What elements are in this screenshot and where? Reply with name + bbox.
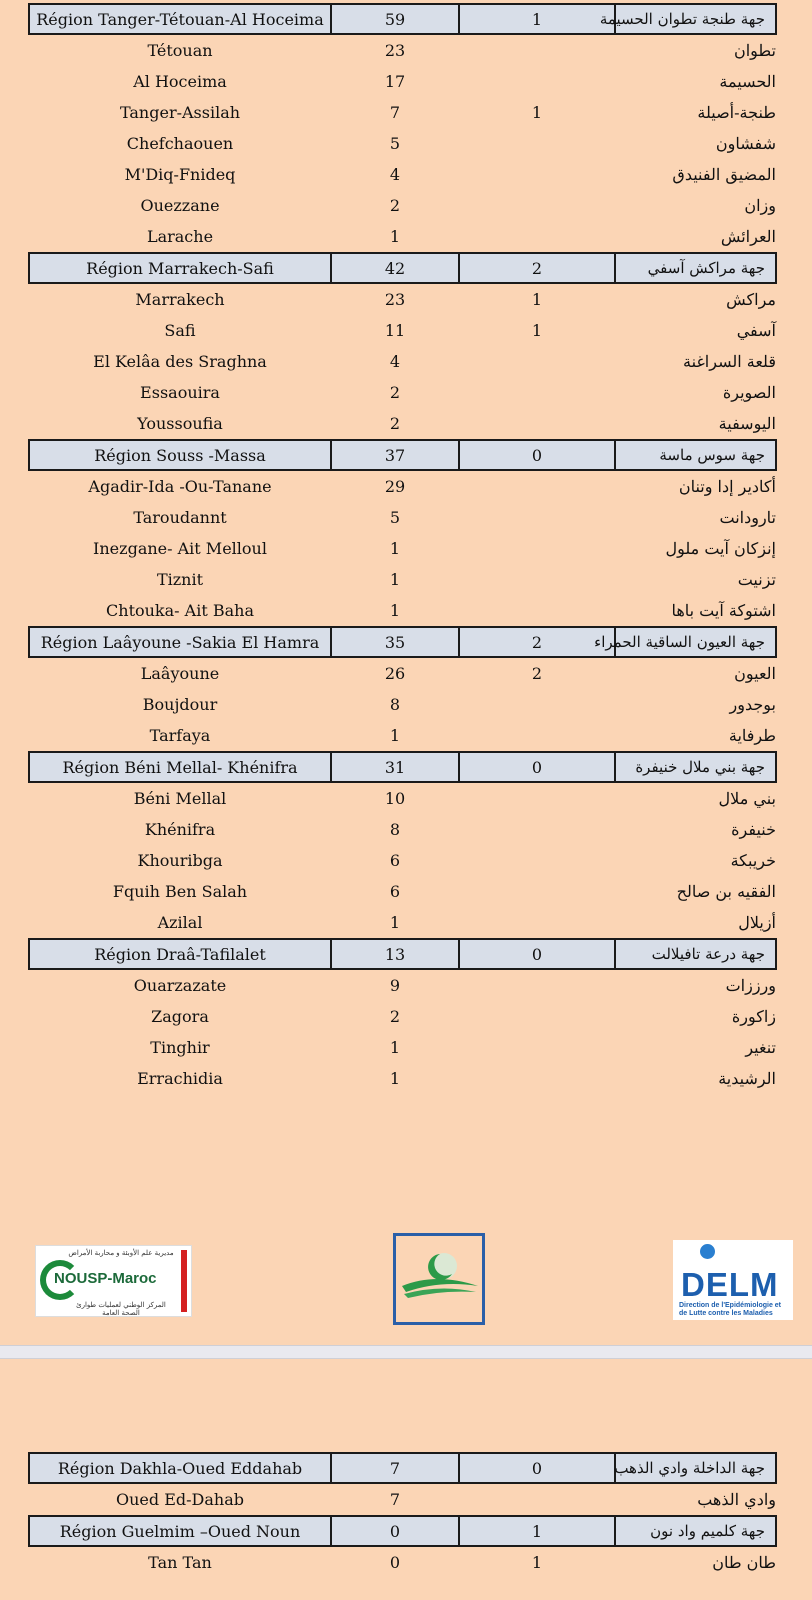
city-row xyxy=(29,470,776,502)
city-row xyxy=(29,221,776,253)
cases-cell: 59 xyxy=(331,4,459,34)
person-dot-icon xyxy=(700,1244,715,1259)
cases-cell: 9 xyxy=(389,976,401,995)
cases-cell: 8 xyxy=(389,820,401,839)
crescent-emblem-icon xyxy=(396,1236,482,1322)
name-fr-cell: Azilal xyxy=(157,913,203,932)
deaths-cell xyxy=(459,66,615,97)
region-row xyxy=(29,1516,776,1546)
name-fr-cell: El Kelâa des Sraghna xyxy=(93,352,267,371)
cases-cell: 35 xyxy=(331,627,459,657)
name-fr-cell: Laâyoune xyxy=(140,664,220,683)
name-fr-cell: Oued Ed-Dahab xyxy=(116,1490,244,1509)
city-row xyxy=(29,502,776,533)
name-ar-cell: ورززات xyxy=(725,976,776,995)
nousp-arabic-bottom: المركز الوطني لعمليات طوارئ الصحة العامة xyxy=(76,1301,166,1317)
deaths-cell xyxy=(459,595,615,627)
name-fr-cell: Khénifra xyxy=(144,820,216,839)
name-ar-cell: الصويرة xyxy=(722,383,776,402)
name-fr-cell: Tarfaya xyxy=(149,726,211,745)
cases-cell: 26 xyxy=(384,664,406,683)
cases-cell: 11 xyxy=(384,321,406,340)
cases-cell: 1 xyxy=(389,1038,401,1057)
deaths-cell: 1 xyxy=(531,290,543,309)
city-row xyxy=(29,876,776,907)
city-row xyxy=(29,283,776,315)
cases-cell: 1 xyxy=(389,1069,401,1088)
name-fr-cell: Marrakech xyxy=(135,290,225,309)
name-ar-cell: مراكش xyxy=(726,290,776,309)
deaths-cell: 2 xyxy=(531,664,543,683)
deaths-cell xyxy=(459,502,615,533)
cases-cell: 23 xyxy=(384,41,406,60)
name-ar-cell: بني ملال xyxy=(718,789,776,808)
cases-cell: 6 xyxy=(389,882,401,901)
nousp-maroc-logo xyxy=(35,1245,192,1317)
name-ar-cell: تزنيت xyxy=(737,570,776,589)
deaths-cell: 1 xyxy=(531,1553,543,1572)
cases-cell: 31 xyxy=(331,752,459,782)
city-row xyxy=(29,782,776,814)
cases-cell: 23 xyxy=(384,290,406,309)
name-ar-cell: جهة مراكش آسفي xyxy=(615,253,776,283)
name-fr-cell: Tanger-Assilah xyxy=(119,103,241,122)
deaths-cell xyxy=(459,34,615,66)
name-fr-cell: Boujdour xyxy=(142,695,218,714)
name-fr-cell: Youssoufia xyxy=(137,414,223,433)
name-ar-cell: جهة طنجة تطوان الحسيمة xyxy=(615,4,776,34)
name-ar-cell: وزان xyxy=(744,196,776,215)
name-ar-cell: الحسيمة xyxy=(719,72,776,91)
name-ar-cell: الفقيه بن صالح xyxy=(676,882,776,901)
name-fr-cell: Région Dakhla-Oued Eddahab xyxy=(29,1453,331,1483)
deaths-cell xyxy=(459,470,615,502)
name-ar-cell: طنجة-أصيلة xyxy=(697,103,776,122)
cases-cell: 1 xyxy=(389,227,401,246)
cases-cell: 1 xyxy=(389,539,401,558)
city-row xyxy=(29,97,776,128)
city-row xyxy=(29,533,776,564)
name-fr-cell: Tétouan xyxy=(147,41,213,60)
region-row xyxy=(29,752,776,782)
name-fr-cell: Chefchaouen xyxy=(126,134,234,153)
city-row xyxy=(29,190,776,221)
name-ar-cell: طرفاية xyxy=(728,726,776,745)
name-fr-cell: Safi xyxy=(164,321,196,340)
deaths-cell: 0 xyxy=(459,939,615,969)
city-row xyxy=(29,66,776,97)
city-row xyxy=(29,969,776,1001)
city-row xyxy=(29,907,776,939)
delm-logo-name: DELM xyxy=(681,1266,779,1303)
name-fr-cell: Fquih Ben Salah xyxy=(112,882,248,901)
name-fr-cell: Agadir-Ida -Ou-Tanane xyxy=(88,477,272,496)
name-ar-cell: العيون xyxy=(734,664,776,683)
cases-cell: 2 xyxy=(389,196,401,215)
cases-cell: 17 xyxy=(384,72,406,91)
cases-table-regions-continued xyxy=(28,1452,777,1578)
cases-cell: 5 xyxy=(389,134,401,153)
name-ar-cell: جهة درعة تافيلالت xyxy=(615,939,776,969)
name-fr-cell: Al Hoceima xyxy=(133,72,227,91)
region-row xyxy=(29,627,776,657)
cases-cell: 8 xyxy=(389,695,401,714)
cases-cell: 6 xyxy=(389,851,401,870)
name-fr-cell: Région Draâ-Tafilalet xyxy=(29,939,331,969)
deaths-cell xyxy=(459,969,615,1001)
name-fr-cell: Ouezzane xyxy=(140,196,220,215)
city-row xyxy=(29,689,776,720)
city-row xyxy=(29,408,776,440)
deaths-cell: 2 xyxy=(459,253,615,283)
name-fr-cell: Tinghir xyxy=(150,1038,210,1057)
cases-cell: 0 xyxy=(331,1516,459,1546)
cases-cell: 42 xyxy=(331,253,459,283)
deaths-cell xyxy=(459,845,615,876)
name-ar-cell: جهة كلميم واد نون xyxy=(615,1516,776,1546)
city-row xyxy=(29,128,776,159)
deaths-cell xyxy=(459,377,615,408)
name-fr-cell: Zagora xyxy=(151,1007,209,1026)
name-ar-cell: جهة سوس ماسة xyxy=(615,440,776,470)
name-ar-cell: آسفي xyxy=(736,321,776,340)
deaths-cell: 0 xyxy=(459,752,615,782)
name-fr-cell: Inezgane- Ait Melloul xyxy=(93,539,267,558)
name-ar-cell: خنيفرة xyxy=(731,820,776,839)
cases-cell: 4 xyxy=(389,165,401,184)
name-ar-cell: إنزكان آيت ملول xyxy=(665,539,776,558)
name-ar-cell: جهة الداخلة وادي الذهب xyxy=(615,1453,776,1483)
city-row xyxy=(29,595,776,627)
name-ar-cell: اشتوكة آيت باها xyxy=(671,601,776,620)
name-fr-cell: Région Laâyoune -Sakia El Hamra xyxy=(29,627,331,657)
name-ar-cell: شفشاون xyxy=(715,134,776,153)
name-fr-cell: M'Diq-Fnideq xyxy=(124,165,236,184)
city-row xyxy=(29,814,776,845)
city-row xyxy=(29,564,776,595)
deaths-cell xyxy=(459,1001,615,1032)
deaths-cell: 1 xyxy=(531,103,543,122)
cases-cell: 1 xyxy=(389,913,401,932)
cases-cell: 7 xyxy=(331,1453,459,1483)
cases-cell: 2 xyxy=(389,414,401,433)
name-ar-cell: أزيلال xyxy=(738,913,776,932)
name-fr-cell: Région Tanger-Tétouan-Al Hoceima xyxy=(29,4,331,34)
name-fr-cell: Khouribga xyxy=(137,851,223,870)
name-ar-cell: خريبكة xyxy=(730,851,776,870)
name-ar-cell: تارودانت xyxy=(719,508,776,527)
cases-table-regions xyxy=(28,3,777,1094)
city-row xyxy=(29,1063,776,1094)
name-fr-cell: Région Guelmim –Oued Noun xyxy=(29,1516,331,1546)
name-ar-cell: جهة بني ملال خنيفرة xyxy=(615,752,776,782)
deaths-cell xyxy=(459,876,615,907)
name-ar-cell: زاكورة xyxy=(731,1007,776,1026)
city-row xyxy=(29,315,776,346)
deaths-cell xyxy=(459,159,615,190)
deaths-cell xyxy=(459,346,615,377)
region-row xyxy=(29,939,776,969)
deaths-cell xyxy=(459,689,615,720)
deaths-cell: 0 xyxy=(459,1453,615,1483)
name-fr-cell: Errachidia xyxy=(137,1069,223,1088)
name-fr-cell: Taroudannt xyxy=(133,508,227,527)
deaths-cell xyxy=(459,128,615,159)
deaths-cell xyxy=(459,782,615,814)
city-row xyxy=(29,159,776,190)
deaths-cell xyxy=(459,814,615,845)
report-page-2 xyxy=(0,1359,812,1600)
cases-cell: 7 xyxy=(389,1490,401,1509)
deaths-cell xyxy=(459,1032,615,1063)
city-row xyxy=(29,657,776,689)
city-row xyxy=(29,34,776,66)
logos-footer xyxy=(0,1230,812,1320)
region-row xyxy=(29,1453,776,1483)
delm-subtitle: Direction de l'Epidémiologie et de Lutte contre les Maladies xyxy=(679,1302,782,1317)
deaths-cell xyxy=(459,1483,615,1516)
deaths-cell xyxy=(459,907,615,939)
cases-cell: 29 xyxy=(384,477,406,496)
page-separator xyxy=(0,1345,812,1359)
deaths-cell xyxy=(459,564,615,595)
cases-cell: 5 xyxy=(389,508,401,527)
name-fr-cell: Tan Tan xyxy=(148,1553,212,1572)
red-bar-icon xyxy=(181,1250,187,1312)
cases-cell: 1 xyxy=(389,570,401,589)
name-ar-cell: تطوان xyxy=(733,41,776,60)
cases-cell: 10 xyxy=(384,789,406,808)
deaths-cell: 1 xyxy=(459,4,615,34)
region-row xyxy=(29,4,776,34)
city-row xyxy=(29,1483,776,1516)
name-fr-cell: Région Marrakech-Safi xyxy=(29,253,331,283)
cases-cell: 1 xyxy=(389,726,401,745)
cases-cell: 2 xyxy=(389,1007,401,1026)
name-fr-cell: Région Souss -Massa xyxy=(29,440,331,470)
name-ar-cell: قلعة السراغنة xyxy=(683,352,776,371)
deaths-cell: 2 xyxy=(459,627,615,657)
city-row xyxy=(29,845,776,876)
name-fr-cell: Essaouira xyxy=(140,383,220,402)
city-row xyxy=(29,346,776,377)
region-row xyxy=(29,253,776,283)
deaths-cell: 1 xyxy=(531,321,543,340)
cases-cell: 7 xyxy=(389,103,401,122)
cases-cell: 1 xyxy=(389,601,401,620)
name-fr-cell: Ouarzazate xyxy=(133,976,227,995)
deaths-cell: 1 xyxy=(459,1516,615,1546)
deaths-cell xyxy=(459,1063,615,1094)
name-ar-cell: اليوسفية xyxy=(718,414,776,433)
city-row xyxy=(29,1032,776,1063)
name-fr-cell: Région Béni Mellal- Khénifra xyxy=(29,752,331,782)
name-ar-cell: تنغير xyxy=(745,1038,776,1057)
name-fr-cell: Tiznit xyxy=(156,570,204,589)
cases-cell: 0 xyxy=(389,1553,401,1572)
city-row xyxy=(29,720,776,752)
deaths-cell xyxy=(459,720,615,752)
cases-cell: 2 xyxy=(389,383,401,402)
deaths-cell xyxy=(459,221,615,253)
cases-cell: 13 xyxy=(331,939,459,969)
name-ar-cell: العرائش xyxy=(720,227,776,246)
city-row xyxy=(29,1001,776,1032)
deaths-cell xyxy=(459,408,615,440)
nousp-logo-name: NOUSP-Maroc xyxy=(54,1270,157,1287)
ministry-health-logo xyxy=(393,1233,485,1325)
name-ar-cell: طان طان xyxy=(712,1553,776,1572)
name-ar-cell: وادي الذهب xyxy=(697,1490,776,1509)
name-fr-cell: Béni Mellal xyxy=(133,789,227,808)
region-row xyxy=(29,440,776,470)
deaths-cell: 0 xyxy=(459,440,615,470)
deaths-cell xyxy=(459,533,615,564)
cases-cell: 4 xyxy=(389,352,401,371)
cases-cell: 37 xyxy=(331,440,459,470)
name-ar-cell: أكادير إدا وتنان xyxy=(678,477,776,496)
name-ar-cell: بوجدور xyxy=(729,695,776,714)
city-row xyxy=(29,1546,776,1578)
name-fr-cell: Larache xyxy=(146,227,214,246)
city-row xyxy=(29,377,776,408)
name-fr-cell: Chtouka- Ait Baha xyxy=(106,601,254,620)
deaths-cell xyxy=(459,190,615,221)
name-ar-cell: المضيق الفنيدق xyxy=(672,165,776,184)
delm-logo xyxy=(673,1240,793,1320)
name-ar-cell: الرشيدية xyxy=(718,1069,776,1088)
name-ar-cell: جهة العيون الساقية الحمراء xyxy=(615,627,776,657)
nousp-arabic-top: مديرية علم الأوبئة و محاربة الأمراض xyxy=(68,1249,174,1257)
